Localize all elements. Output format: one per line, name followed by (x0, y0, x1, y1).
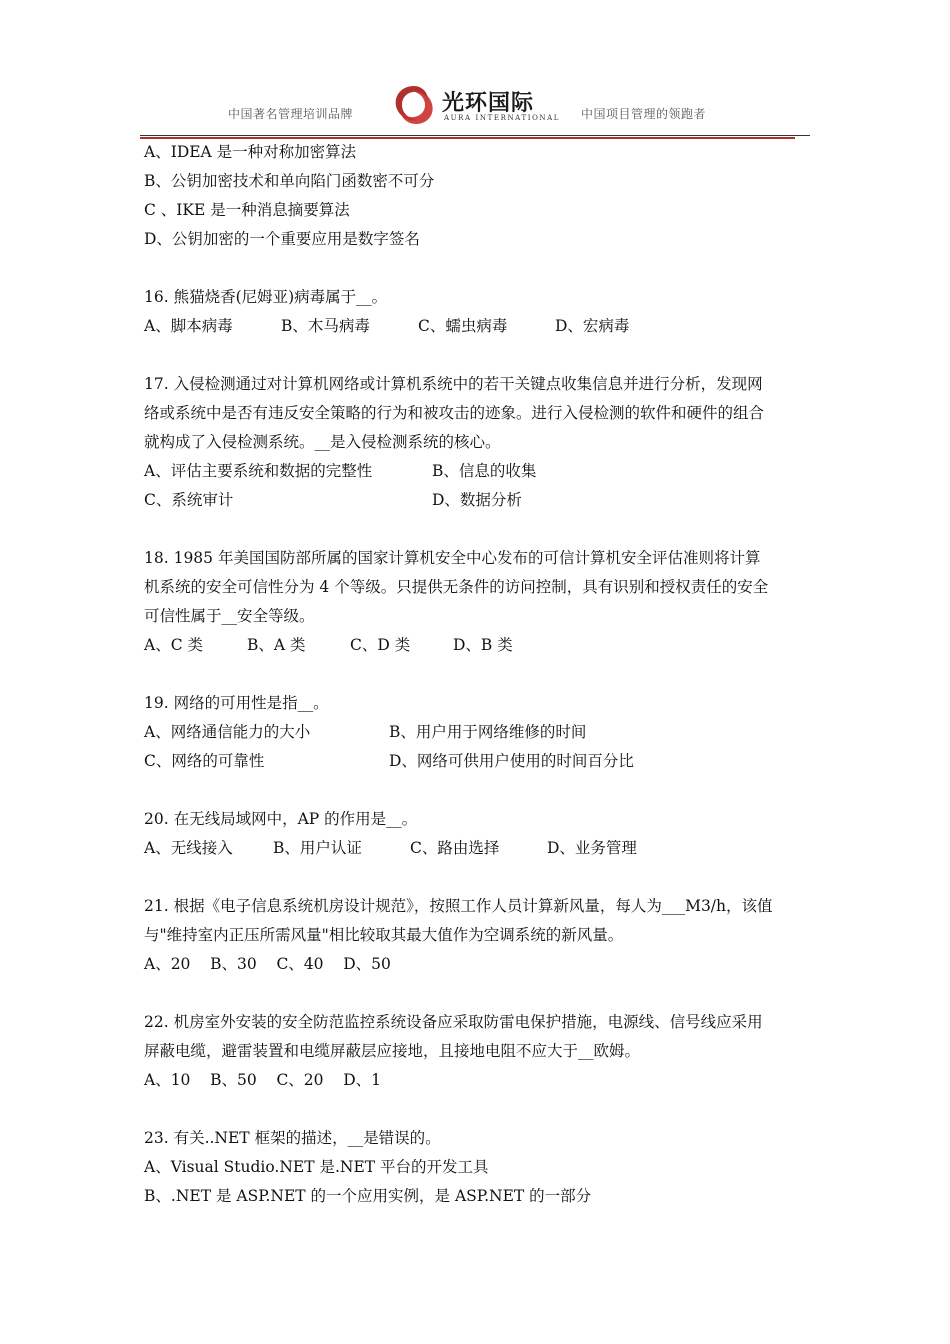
header-divider (140, 135, 810, 136)
q19-option-a: A、网络通信能力的大小 (144, 723, 311, 741)
q17-stem-line-1: 17. 入侵检测通过对计算机网络或计算机系统中的若干关键点收集信息并进行分析，发现网 (144, 375, 763, 393)
q18-option-c: C、D 类 (350, 636, 411, 654)
q17-options-row-2 (144, 486, 810, 515)
q17-option-d: D、数据分析 (432, 491, 522, 509)
header-slogan-right: 中国项目管理的领跑者 (581, 107, 707, 121)
q19-option-d: D、网络可供用户使用的时间百分比 (389, 752, 634, 770)
q17-options-row-1 (144, 457, 810, 486)
q17-option-c: C、系统审计 (144, 491, 234, 509)
q19-option-b: B、用户用于网络维修的时间 (389, 723, 587, 741)
q22-options: A、10 B、50 C、20 D、1 (144, 1071, 382, 1089)
question-content (144, 138, 810, 1211)
q16-stem: 16. 熊猫烧香(尼姆亚)病毒属于__。 (144, 288, 388, 306)
q17-stem-line-2: 络或系统中是否有违反安全策略的行为和被攻击的迹象。进行入侵检测的软件和硬件的组合 (144, 404, 765, 422)
q19-stem: 19. 网络的可用性是指__。 (144, 694, 329, 712)
q18-option-b: B、A 类 (247, 636, 306, 654)
q17-option-a: A、评估主要系统和数据的完整性 (144, 462, 373, 480)
q22-stem-line-1: 22. 机房室外安装的安全防范监控系统设备应采取防雷电保护措施，电源线、信号线应采用 (144, 1013, 763, 1031)
q21-options: A、20 B、30 C、40 D、50 (144, 955, 391, 973)
q17-option-b: B、信息的收集 (432, 462, 537, 480)
q20-option-a: A、无线接入 (144, 839, 233, 857)
q23-option-a: A、Visual Studio.NET 是.NET 平台的开发工具 (144, 1158, 489, 1176)
q20-option-c: C、路由选择 (410, 839, 500, 857)
q20-option-b: B、用户认证 (273, 839, 362, 857)
q21-stem-line-1: 21. 根据《电子信息系统机房设计规范》，按照工作人员计算新风量，每人为___M3/h，该值 (144, 897, 773, 915)
q18-option-a: A、C 类 (144, 636, 203, 654)
q17-stem-line-3: 就构成了入侵检测系统。__是入侵检测系统的核心。 (144, 433, 501, 451)
header-slogan-left: 中国著名管理培训品牌 (228, 107, 354, 121)
q15-option-a: A、IDEA 是一种对称加密算法 (144, 143, 357, 161)
q19-options-row-2 (144, 747, 810, 776)
q19-options-row-1 (144, 718, 810, 747)
logo-english-name: AURA INTERNATIONAL (444, 114, 561, 122)
q23-option-b: B、.NET 是 ASP.NET 的一个应用实例，是 ASP.NET 的一部分 (144, 1187, 592, 1205)
q18-stem-line-3: 可信性属于__安全等级。 (144, 607, 315, 625)
company-logo (390, 82, 565, 128)
page-header (140, 78, 810, 140)
q20-option-d: D、业务管理 (547, 839, 637, 857)
q15-option-b: B、公钥加密技术和单向陷门函数密不可分 (144, 172, 435, 190)
q16-option-a: A、脚本病毒 (144, 317, 233, 335)
q18-options (144, 631, 810, 660)
q18-stem-line-1: 18. 1985 年美国国防部所属的国家计算机安全中心发布的可信计算机安全评估准则将计算 (144, 549, 761, 567)
q19-option-c: C、网络的可靠性 (144, 752, 265, 770)
q22-stem-line-2: 屏蔽电缆，避雷装置和电缆屏蔽层应接地，且接地电阻不应大于__欧姆。 (144, 1042, 641, 1060)
q15-option-d: D、公钥加密的一个重要应用是数字签名 (144, 230, 420, 248)
q15-option-c: C 、IKE 是一种消息摘要算法 (144, 201, 350, 219)
q16-option-b: B、木马病毒 (281, 317, 370, 335)
q21-stem-line-2: 与"维持室内正压所需风量"相比较取其最大值作为空调系统的新风量。 (144, 926, 624, 944)
q16-option-d: D、宏病毒 (555, 317, 630, 335)
q23-stem: 23. 有关..NET 框架的描述，__是错误的。 (144, 1129, 441, 1147)
q16-option-c: C、蠕虫病毒 (418, 317, 508, 335)
q18-option-d: D、B 类 (453, 636, 513, 654)
q20-options (144, 834, 810, 863)
swirl-logo-icon (390, 82, 438, 128)
q16-options (144, 312, 810, 341)
q20-stem: 20. 在无线局域网中，AP 的作用是__。 (144, 810, 418, 828)
logo-chinese-name: 光环国际 (442, 91, 535, 116)
q18-stem-line-2: 机系统的安全可信性分为 4 个等级。只提供无条件的访问控制，具有识别和授权责任的安全 (144, 578, 769, 596)
